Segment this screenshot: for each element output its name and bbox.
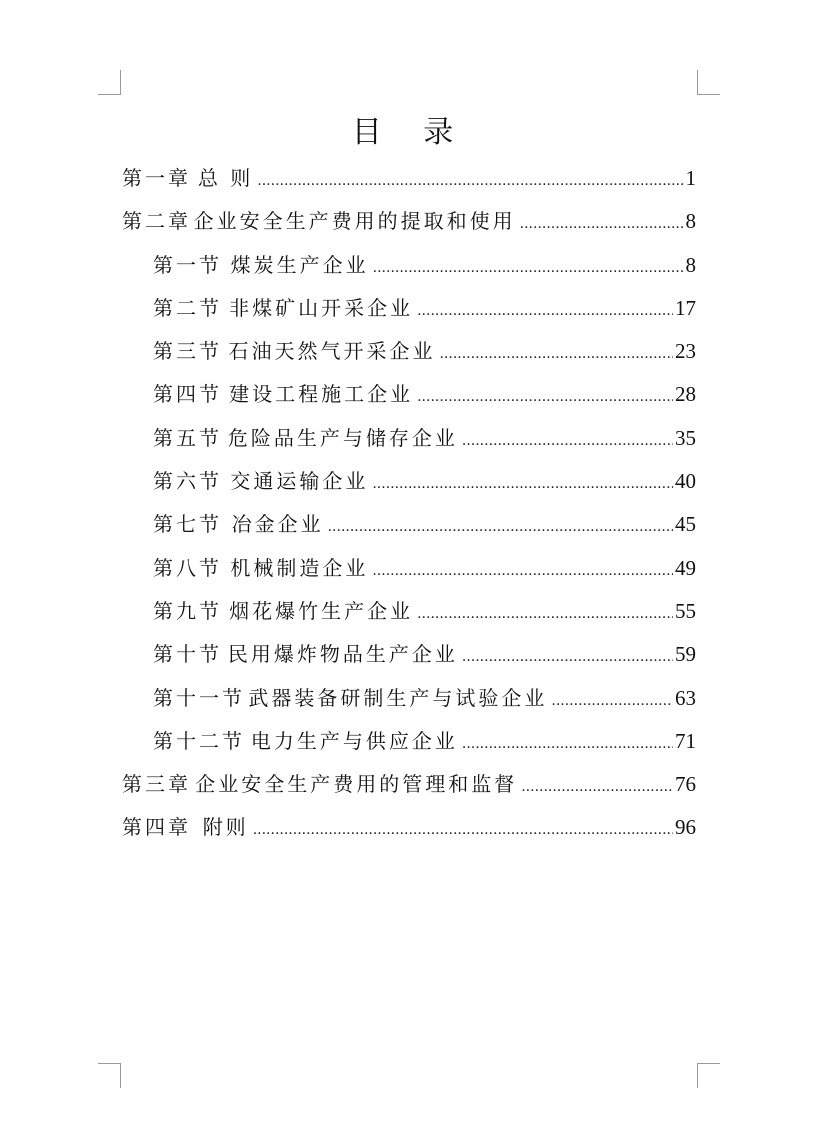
leader-dots bbox=[417, 376, 673, 419]
toc-entry-section-11[interactable] bbox=[122, 677, 696, 720]
leader-dots bbox=[257, 160, 683, 203]
toc-entry-section-5[interactable] bbox=[122, 417, 696, 460]
crop-mark-bottom-left bbox=[98, 1063, 121, 1088]
toc-entry-page: 71 bbox=[675, 728, 696, 753]
leader-dots bbox=[417, 593, 673, 636]
toc-entry-page: 28 bbox=[675, 382, 696, 407]
toc-entry-label: 第一章 bbox=[122, 166, 191, 190]
toc-entry-label: 第三节 bbox=[153, 339, 222, 364]
toc-entry-title: 冶金企业 bbox=[231, 512, 324, 537]
toc-entry-page: 23 bbox=[675, 339, 696, 364]
toc-entry-title: 民用爆炸物品生产企业 bbox=[227, 642, 458, 667]
leader-dots bbox=[520, 203, 684, 246]
leader-dots bbox=[462, 420, 673, 463]
toc-entry-page: 35 bbox=[675, 425, 696, 450]
toc-entry-title: 烟花爆竹生产企业 bbox=[229, 598, 414, 623]
toc-entry-title: 建设工程施工企业 bbox=[229, 382, 414, 407]
toc-entry-section-7[interactable] bbox=[122, 503, 696, 546]
toc-entry-label: 第五节 bbox=[153, 425, 222, 450]
toc-entry-section-10[interactable] bbox=[122, 633, 696, 676]
toc-entry-title: 煤炭生产企业 bbox=[230, 252, 369, 277]
toc-entry-page: 17 bbox=[675, 295, 696, 320]
toc-entry-title: 机械制造企业 bbox=[230, 555, 369, 580]
toc-entry-page: 76 bbox=[675, 772, 696, 797]
toc-entry-page: 63 bbox=[675, 685, 696, 710]
toc-entry-section-4[interactable] bbox=[122, 373, 696, 416]
leader-dots bbox=[439, 333, 673, 376]
toc-entry-page: 59 bbox=[675, 642, 696, 667]
toc-entry-page: 1 bbox=[685, 166, 696, 190]
leader-dots bbox=[551, 680, 673, 723]
toc-entry-label: 第十一节 bbox=[153, 685, 245, 710]
leader-dots bbox=[417, 290, 673, 333]
toc-entry-section-8[interactable] bbox=[122, 547, 696, 590]
toc-entry-page: 55 bbox=[675, 598, 696, 623]
toc-entry-section-3[interactable] bbox=[122, 330, 696, 373]
toc-entry-label: 第十节 bbox=[153, 642, 222, 667]
toc-entry-section-9[interactable] bbox=[122, 590, 696, 633]
table-of-contents bbox=[122, 157, 696, 850]
toc-entry-page: 49 bbox=[675, 555, 696, 580]
toc-entry-label: 第六节 bbox=[153, 469, 222, 494]
toc-entry-label: 第十二节 bbox=[153, 728, 245, 753]
toc-entry-title: 石油天然气开采企业 bbox=[228, 339, 436, 364]
toc-entry-chapter-3[interactable] bbox=[122, 763, 696, 806]
toc-entry-section-1[interactable] bbox=[122, 244, 696, 287]
toc-entry-label: 第三章 bbox=[122, 772, 191, 797]
toc-entry-page: 96 bbox=[675, 815, 696, 840]
toc-entry-label: 第二节 bbox=[153, 295, 222, 320]
crop-mark-top-right bbox=[697, 70, 720, 95]
toc-entry-section-6[interactable] bbox=[122, 460, 696, 503]
leader-dots bbox=[521, 766, 673, 809]
leader-dots bbox=[372, 463, 673, 506]
toc-entry-title: 附则 bbox=[202, 815, 249, 840]
crop-mark-bottom-right bbox=[697, 1063, 720, 1088]
toc-entry-page: 45 bbox=[675, 512, 696, 537]
leader-dots bbox=[328, 506, 673, 549]
toc-entry-label: 第九节 bbox=[153, 598, 222, 623]
toc-entry-title: 企业安全生产费用的管理和监督 bbox=[195, 772, 518, 797]
toc-entry-label: 第二章 bbox=[122, 209, 191, 234]
leader-dots bbox=[462, 636, 673, 679]
toc-entry-section-2[interactable] bbox=[122, 287, 696, 330]
toc-entry-label: 第四章 bbox=[122, 815, 191, 840]
toc-entry-chapter-2[interactable] bbox=[122, 200, 696, 243]
toc-entry-label: 第四节 bbox=[153, 382, 222, 407]
toc-entry-title: 企业安全生产费用的提取和使用 bbox=[193, 209, 516, 234]
leader-dots bbox=[462, 723, 673, 766]
toc-entry-title: 武器装备研制生产与试验企业 bbox=[248, 685, 548, 710]
leader-dots bbox=[373, 247, 684, 290]
toc-entry-title: 危险品生产与储存企业 bbox=[227, 425, 458, 450]
toc-entry-title: 总 则 bbox=[197, 166, 254, 190]
toc-entry-label: 第八节 bbox=[153, 555, 222, 580]
toc-entry-title: 电力生产与供应企业 bbox=[250, 728, 458, 753]
toc-entry-label: 第七节 bbox=[153, 512, 222, 537]
toc-entry-label: 第一节 bbox=[153, 252, 222, 277]
leader-dots bbox=[253, 809, 673, 852]
toc-entry-chapter-1[interactable] bbox=[122, 157, 696, 200]
crop-mark-top-left bbox=[98, 70, 121, 95]
toc-entry-page: 40 bbox=[675, 469, 696, 494]
toc-entry-title: 非煤矿山开采企业 bbox=[229, 295, 414, 320]
toc-entry-page: 8 bbox=[685, 252, 696, 277]
toc-heading: 目 录 bbox=[351, 115, 470, 150]
toc-entry-title: 交通运输企业 bbox=[230, 469, 369, 494]
toc-entry-section-12[interactable] bbox=[122, 720, 696, 763]
toc-entry-chapter-4[interactable] bbox=[122, 806, 696, 849]
toc-entry-page: 8 bbox=[685, 209, 696, 234]
leader-dots bbox=[372, 550, 673, 593]
